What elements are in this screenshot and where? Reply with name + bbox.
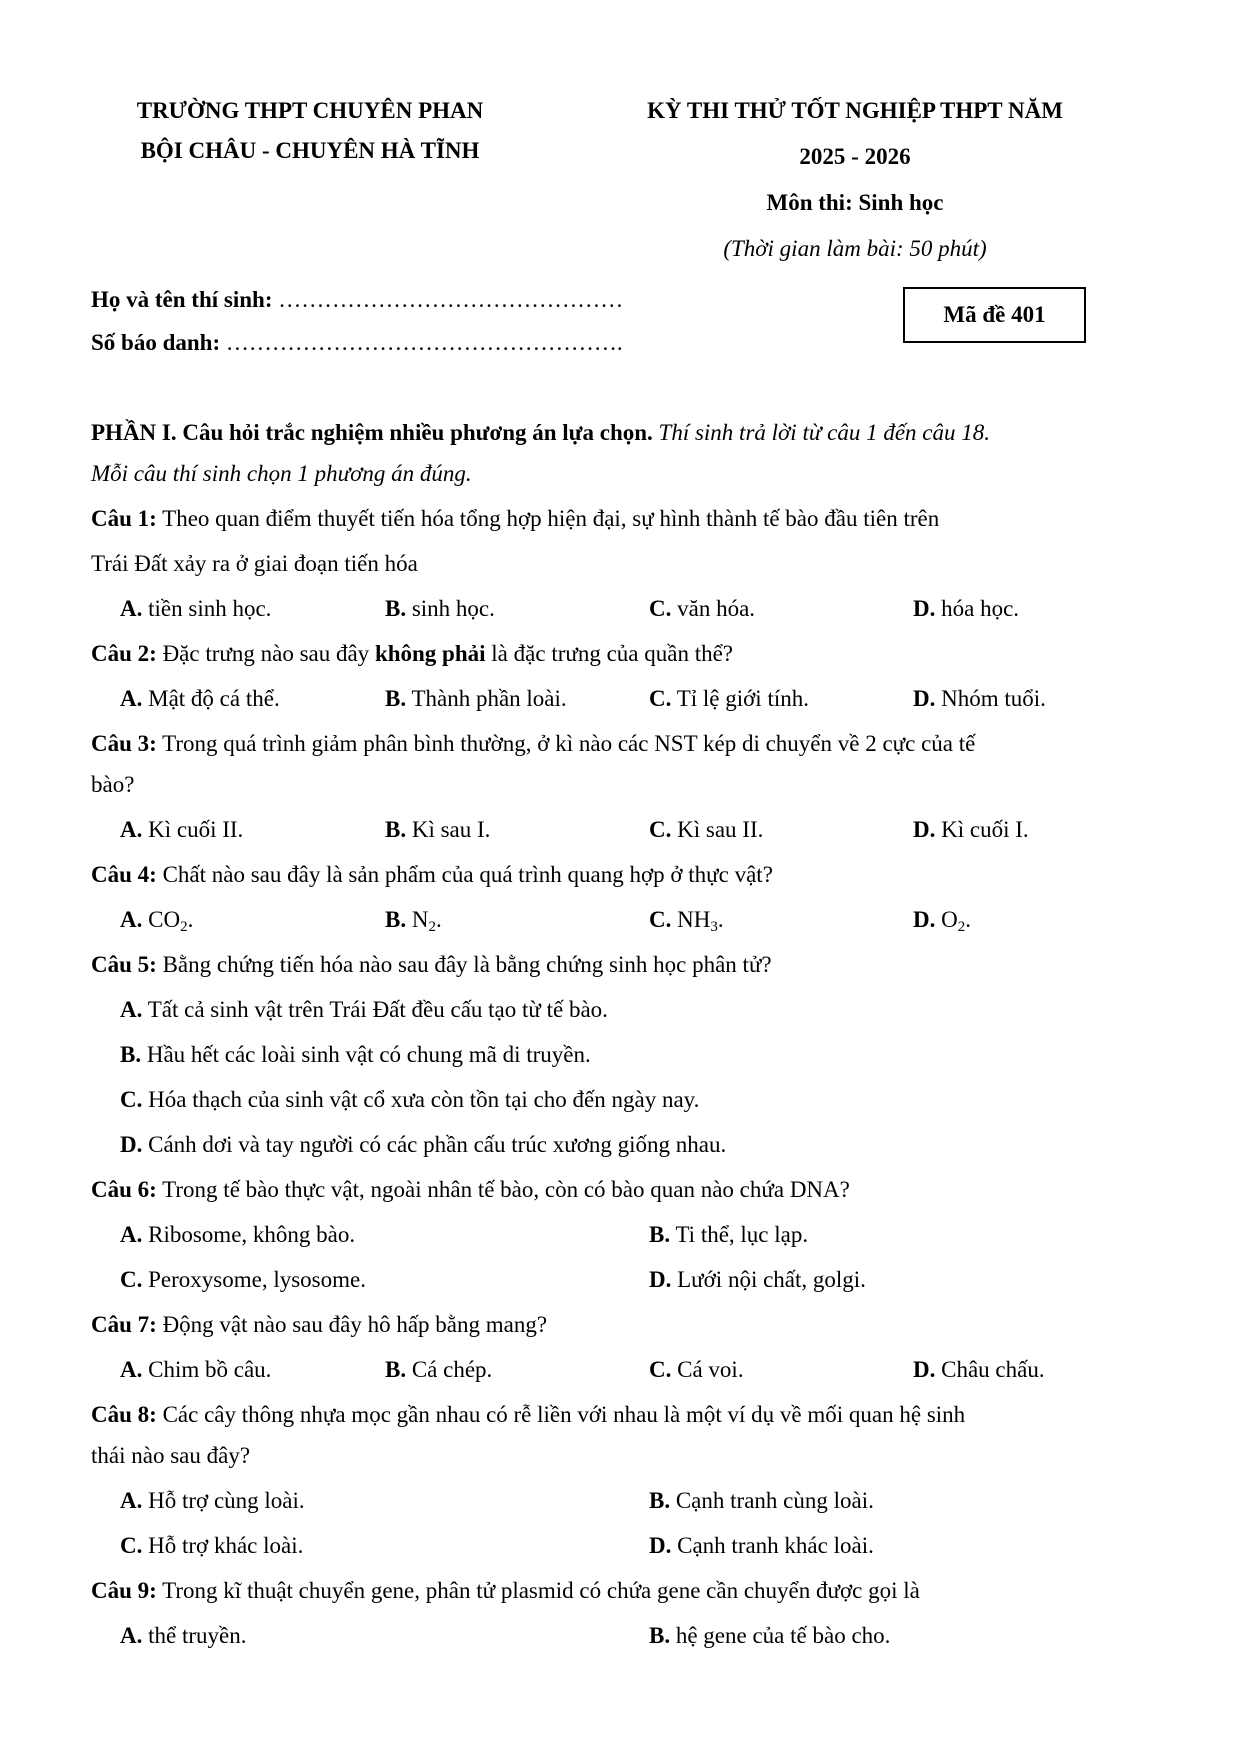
- candidate-name-label: Họ và tên thí sinh:: [91, 287, 273, 312]
- question-label: Câu 5:: [91, 952, 157, 977]
- question-7-option-d[interactable]: D. Châu chấu.: [913, 1357, 1045, 1382]
- question-3-option-b[interactable]: B. Kì sau I.: [385, 817, 491, 842]
- question-3-option-c[interactable]: C. Kì sau II.: [649, 817, 764, 842]
- school-name-line1: TRƯỜNG THPT CHUYÊN PHAN: [136, 98, 484, 123]
- question-1-cont: Trái Đất xảy ra ở giai đoạn tiến hóa: [91, 551, 418, 576]
- school-name-line2: BỘI CHÂU - CHUYÊN HÀ TĨNH: [140, 138, 480, 163]
- question-label: Câu 1:: [91, 506, 157, 531]
- question-7-option-a[interactable]: A. Chim bồ câu.: [120, 1357, 272, 1382]
- exam-title-line2: 2025 - 2026: [799, 144, 911, 169]
- question-label: Câu 8:: [91, 1402, 157, 1427]
- question-2-option-b[interactable]: B. Thành phần loài.: [385, 686, 567, 711]
- question-6-option-c[interactable]: C. Peroxysome, lysosome.: [120, 1267, 366, 1292]
- exam-code-box: [903, 287, 1086, 343]
- question-label: Câu 2:: [91, 641, 157, 666]
- question-7-option-c[interactable]: C. Cá voi.: [649, 1357, 744, 1382]
- question-3-option-a[interactable]: A. Kì cuối II.: [120, 817, 244, 842]
- question-6-option-b[interactable]: B. Ti thể, lục lạp.: [649, 1222, 809, 1247]
- part1-title-bold: PHẦN I. Câu hỏi trắc nghiệm nhiều phương án lựa chọn.: [91, 420, 653, 445]
- question-6: Câu 6: Trong tế bào thực vật, ngoài nhân tế bào, còn có bào quan nào chứa DNA?: [91, 1177, 850, 1202]
- question-9: Câu 9: Trong kĩ thuật chuyển gene, phân tử plasmid có chứa gene cần chuyển được gọi là: [91, 1578, 920, 1603]
- question-3-cont: bào?: [91, 772, 135, 797]
- question-text: Theo quan điểm thuyết tiến hóa tổng hợp hiện đại, sự hình thành tế bào đầu tiên trên: [162, 506, 940, 531]
- question-label: Câu 9:: [91, 1578, 157, 1603]
- question-7: Câu 7: Động vật nào sau đây hô hấp bằng mang?: [91, 1312, 548, 1337]
- question-4-option-a[interactable]: A. $CO_2$.: [120, 907, 194, 935]
- question-8-cont: thái nào sau đây?: [91, 1443, 251, 1468]
- candidate-name-row: [91, 287, 623, 313]
- question-2-option-a[interactable]: A. Mật độ cá thể.: [120, 686, 280, 711]
- question-8-option-c[interactable]: C. Hỗ trợ khác loài.: [120, 1533, 304, 1558]
- candidate-name-field[interactable]: ………………………………………: [278, 287, 624, 312]
- question-9-option-a[interactable]: A. thể truyền.: [120, 1623, 247, 1648]
- question-5-option-a[interactable]: A. Tất cả sinh vật trên Trái Đất đều cấu tạo từ tế bào.: [120, 997, 608, 1022]
- question-1-option-c[interactable]: C. văn hóa.: [649, 596, 756, 621]
- candidate-number-row: [91, 330, 623, 356]
- question-2-option-d[interactable]: D. Nhóm tuổi.: [913, 686, 1046, 711]
- question-5-option-b[interactable]: B. Hầu hết các loài sinh vật có chung mã di truyền.: [120, 1042, 591, 1067]
- part1-title: [91, 419, 990, 447]
- question-2: Câu 2: Đặc trưng nào sau đây không phải là đặc trưng của quần thể?: [91, 641, 734, 666]
- question-7-option-b[interactable]: B. Cá chép.: [385, 1357, 493, 1382]
- question-1-option-b[interactable]: B. sinh học.: [385, 596, 495, 621]
- question-3-option-d[interactable]: D. Kì cuối I.: [913, 817, 1029, 842]
- part1-instruction-1: Thí sinh trả lời từ câu 1 đến câu 18.: [658, 420, 991, 445]
- question-9-option-b[interactable]: B. hệ gene của tế bào cho.: [649, 1623, 891, 1648]
- question-3: Câu 3: Trong quá trình giảm phân bình thường, ở kì nào các NST kép di chuyển về 2 cực của tế: [91, 731, 976, 756]
- question-8: Câu 8: Các cây thông nhựa mọc gần nhau có rễ liền với nhau là một ví dụ về mối quan hệ sinh: [91, 1402, 966, 1427]
- question-1-option-d[interactable]: D. hóa học.: [913, 596, 1020, 621]
- subject: Môn thi: Sinh học: [766, 190, 944, 215]
- question-8-option-d[interactable]: D. Cạnh tranh khác loài.: [649, 1533, 874, 1558]
- candidate-number-field[interactable]: …………………………………………….: [225, 330, 623, 355]
- question-label: Câu 4:: [91, 862, 157, 887]
- question-6-option-a[interactable]: A. Ribosome, không bào.: [120, 1222, 356, 1247]
- question-8-option-b[interactable]: B. Cạnh tranh cùng loài.: [649, 1488, 874, 1513]
- question-label: Câu 3:: [91, 731, 157, 756]
- question-5-option-c[interactable]: C. Hóa thạch của sinh vật cổ xưa còn tồn tại cho đến ngày nay.: [120, 1087, 700, 1112]
- question-1: [91, 505, 939, 533]
- question-label: Câu 6:: [91, 1177, 157, 1202]
- exam-title-line1: KỲ THI THỬ TỐT NGHIỆP THPT NĂM: [647, 98, 1063, 123]
- part1-instruction-2: Mỗi câu thí sinh chọn 1 phương án đúng.: [91, 461, 472, 486]
- question-4: Câu 4: Chất nào sau đây là sản phẩm của quá trình quang hợp ở thực vật?: [91, 862, 773, 887]
- question-4-option-b[interactable]: B. $N_2$.: [385, 907, 442, 935]
- candidate-number-label: Số báo danh:: [91, 330, 221, 355]
- question-5: Câu 5: Bằng chứng tiến hóa nào sau đây là bằng chứng sinh học phân tử?: [91, 952, 772, 977]
- question-2-option-c[interactable]: C. Tỉ lệ giới tính.: [649, 686, 809, 711]
- question-6-option-d[interactable]: D. Lưới nội chất, golgi.: [649, 1267, 866, 1292]
- question-label: Câu 7:: [91, 1312, 157, 1337]
- question-1-option-a[interactable]: A. tiền sinh học.: [120, 596, 272, 621]
- question-8-option-a[interactable]: A. Hỗ trợ cùng loài.: [120, 1488, 305, 1513]
- question-4-option-c[interactable]: C. $NH_3$.: [649, 907, 724, 935]
- question-5-option-d[interactable]: D. Cánh dơi và tay người có các phần cấu trúc xương giống nhau.: [120, 1132, 727, 1157]
- exam-code: Mã đề 401: [943, 302, 1046, 327]
- question-4-option-d[interactable]: D. $O_2$.: [913, 907, 971, 935]
- exam-time: (Thời gian làm bài: 50 phút): [723, 236, 987, 261]
